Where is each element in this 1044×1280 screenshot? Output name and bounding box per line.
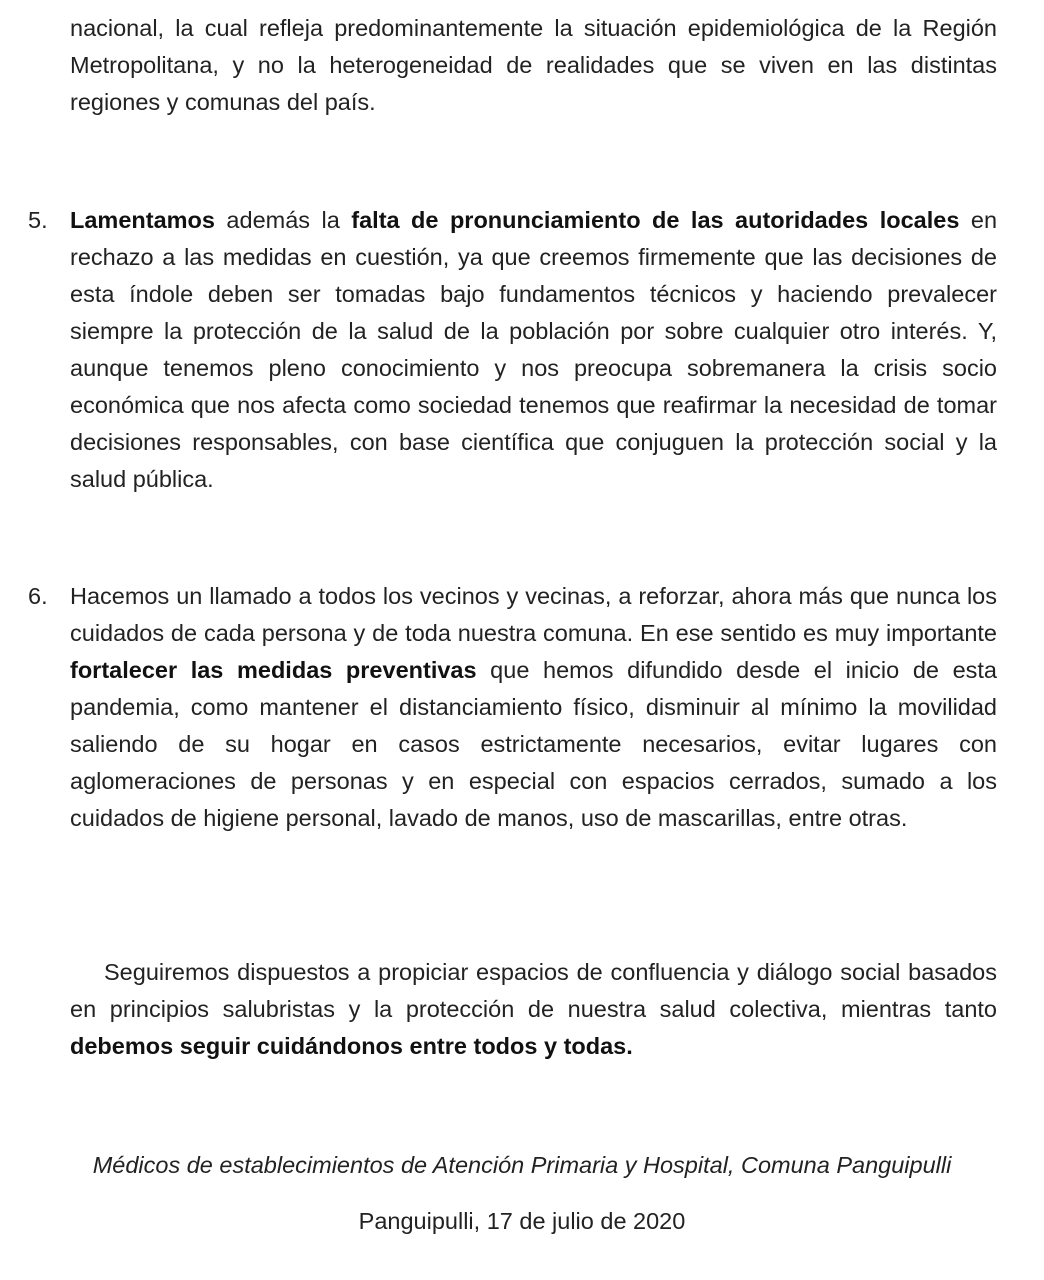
list-item-6	[28, 578, 997, 837]
item6-text-1: Hacemos un llamado a todos los vecinos y vecinas, a reforzar, ahora más que nunca los cuidados de cada persona y de toda nuestra comuna. En ese sentido es muy importante	[70, 583, 997, 646]
list-item-5	[28, 202, 998, 498]
list-item-number: 5.	[28, 207, 48, 233]
item5-text-2: en rechazo a las medidas en cuestión, ya que creemos firmemente que las decisiones de esta índole deben ser tomadas bajo fundamentos técnicos y haciendo prevalecer siempre la protección de la salud de la población por sobre cualquier otro interés. Y, aunque tenemos pleno conocimiento y nos preocupa sobremanera la crisis socio económica que nos afecta como sociedad tenemos que reafirmar la necesidad de tomar decisiones responsables, con base científica que conjuguen la protección social y la salud pública.	[70, 207, 998, 492]
item5-bold-2: falta de pronunciamiento de las autoridades locales	[351, 207, 960, 233]
item5-text-1: además la	[214, 207, 352, 233]
closing-bold-1: debemos seguir cuidándonos entre todos y todas.	[70, 1033, 633, 1059]
intro-text: nacional, la cual refleja predominantemente la situación epidemiológica de la Región Metropolitana, y no la heterogeneidad de realidades que se viven en las distintas regiones y comunas del país.	[70, 15, 997, 115]
signature-line: Médicos de establecimientos de Atención Primaria y Hospital, Comuna Panguipulli	[92, 1152, 952, 1178]
item5-bold-1: Lamentamos	[70, 207, 215, 233]
date-line: Panguipulli, 17 de julio de 2020	[358, 1208, 686, 1234]
closing-paragraph	[70, 954, 997, 1065]
closing-text-1: Seguiremos dispuestos a propiciar espacios de confluencia y diálogo social basados en principios salubristas y la protección de nuestra salud colectiva, mientras tanto	[70, 959, 997, 1022]
item6-bold-1: fortalecer las medidas preventivas	[70, 657, 477, 683]
item6-text-2: que hemos difundido desde el inicio de esta pandemia, como mantener el distanciamiento físico, disminuir al mínimo la movilidad saliendo de su hogar en casos estrictamente necesarios, evitar lugares con aglomeraciones de personas y en especial con espacios cerrados, sumado a los cuidados de higiene personal, lavado de manos, uso de mascarillas, entre otras.	[70, 657, 997, 831]
intro-paragraph	[70, 10, 997, 121]
list-item-number: 6.	[28, 583, 48, 609]
